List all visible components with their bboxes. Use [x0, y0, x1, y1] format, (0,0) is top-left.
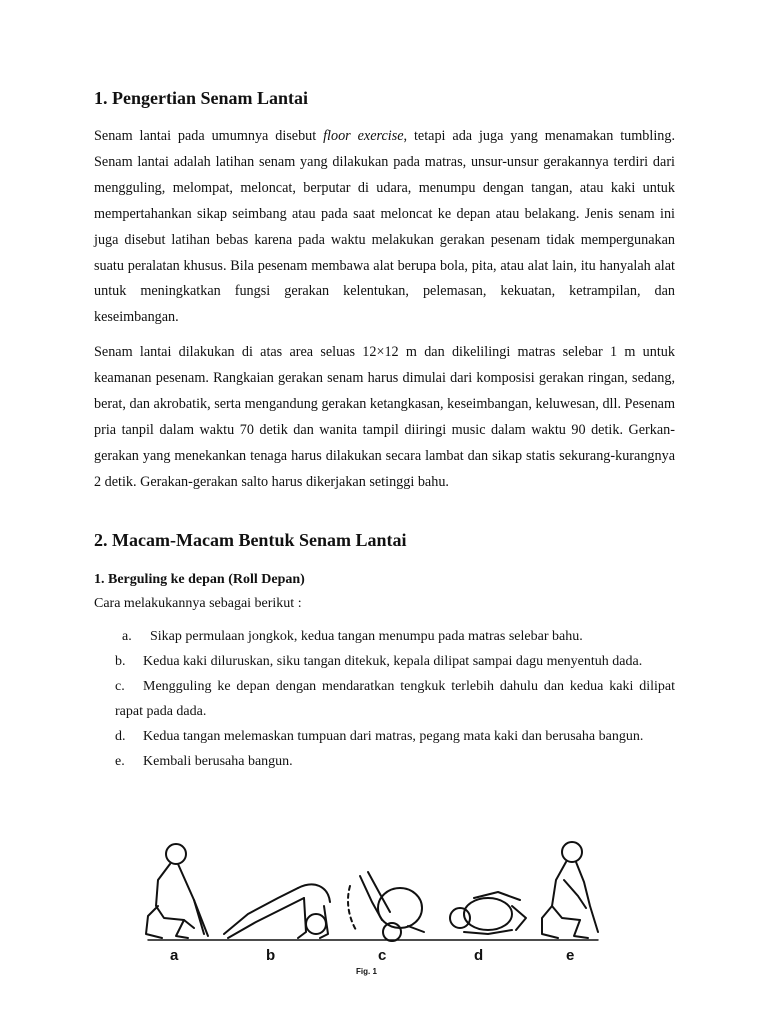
section-1-paragraph-2: Senam lantai dilakukan di atas area seluas 12×12 m dan dikelilingi matras selebar 1 m untuk keamanan pesenam. Rangkaian gerakan senam harus dimulai dari komposisi gerakan ringan, sedang, berat, dan akrobatik, serta mengandung gerakan ketangkasan, keseimbangan, keluwesan, dll. Pesenam pria tanpil dalam waktu 70 detik dan wanita tampil diiringi music dalam waktu 90 detik. Gerkan-gerakan yang menekankan tenaga harus dilakukan secara lambat dan sikap statis sekurang-kurangnya 2 detik. Gerakan-gerakan salto harus dikerjakan setinggi bahu.: [94, 344, 675, 490]
step-text: Mengguling ke depan dengan mendaratkan tengkuk terlebih dahulu dan kedua kaki dilipat rapat pada dada.: [115, 679, 675, 719]
figure-illustration: [128, 836, 610, 976]
step-text: Kedua kaki diluruskan, siku tangan ditekuk, kepala dilipat sampai dagu menyentuh dada.: [143, 654, 643, 669]
figure-c-roll: [348, 872, 424, 941]
step-marker: a.: [122, 629, 132, 644]
section-2-title: 2. Macam-Macam Bentuk Senam Lantai: [94, 530, 407, 550]
figure-b-arch: [224, 884, 330, 938]
step-text: Sikap permulaan jongkok, kedua tangan menumpu pada matras selebar bahu.: [150, 629, 583, 644]
figure-label-b: b: [266, 947, 276, 964]
roll-depan-intro: Cara melakukannya sebagai berikut :: [94, 596, 302, 611]
figure-label-c: c: [378, 947, 387, 964]
step-d: [115, 724, 675, 749]
step-marker: c.: [115, 679, 125, 694]
section-1-paragraph-1: [94, 124, 675, 331]
figure-d-tuck: [450, 892, 526, 934]
step-marker: d.: [115, 729, 126, 744]
figure-label-a: a: [170, 947, 179, 964]
step-a: [115, 624, 675, 649]
step-b: [115, 649, 675, 674]
step-e: [115, 749, 675, 774]
figure-a-crouch: [146, 844, 208, 938]
step-text: Kedua tangan melemaskan tumpuan dari matras, pegang mata kaki dan berusaha bangun.: [143, 729, 644, 744]
step-text: Kembali berusaha bangun.: [143, 754, 293, 769]
figure-label-d: d: [474, 947, 484, 964]
para-1-italic-term: floor exercise: [323, 128, 404, 144]
figure-e-crouch: [542, 842, 598, 938]
figure-label-e: e: [566, 947, 575, 964]
section-1-title: 1. Pengertian Senam Lantai: [94, 88, 308, 108]
step-c: [115, 674, 675, 724]
figure-caption: Fig. 1: [356, 967, 377, 976]
roll-depan-subtitle: 1. Berguling ke depan (Roll Depan): [94, 572, 305, 587]
step-marker: e.: [115, 754, 125, 769]
steps-list: [115, 624, 675, 774]
step-marker: b.: [115, 654, 126, 669]
para-1-text-rest: , tetapi ada juga yang menamakan tumbling. Senam lantai adalah latihan senam yang dilakukan pada matras, unsur-unsur gerakannya terdiri dari mengguling, melompat, meloncat, berputar di udara, menumpu dengan tangan, atau kaki untuk mempertahankan sikap seimbang atau pada saat meloncat ke depan atau belakang. Jenis senam ini juga disebut latihan bebas karena pada waktu melakukan gerakan pesenam tidak mempergunakan suatu peralatan khusus. Bila pesenam membawa alat berupa bola, pita, atau alat lain, itu hanyalah alat untuk meningkatkan fungsi gerakan kelentukan, pelemasan, kekuatan, ketrampilan, dan keseimbangan.: [94, 128, 675, 326]
para-1-text-start: Senam lantai pada umumnya disebut: [94, 128, 324, 144]
roll-depan-figure: [128, 836, 610, 976]
